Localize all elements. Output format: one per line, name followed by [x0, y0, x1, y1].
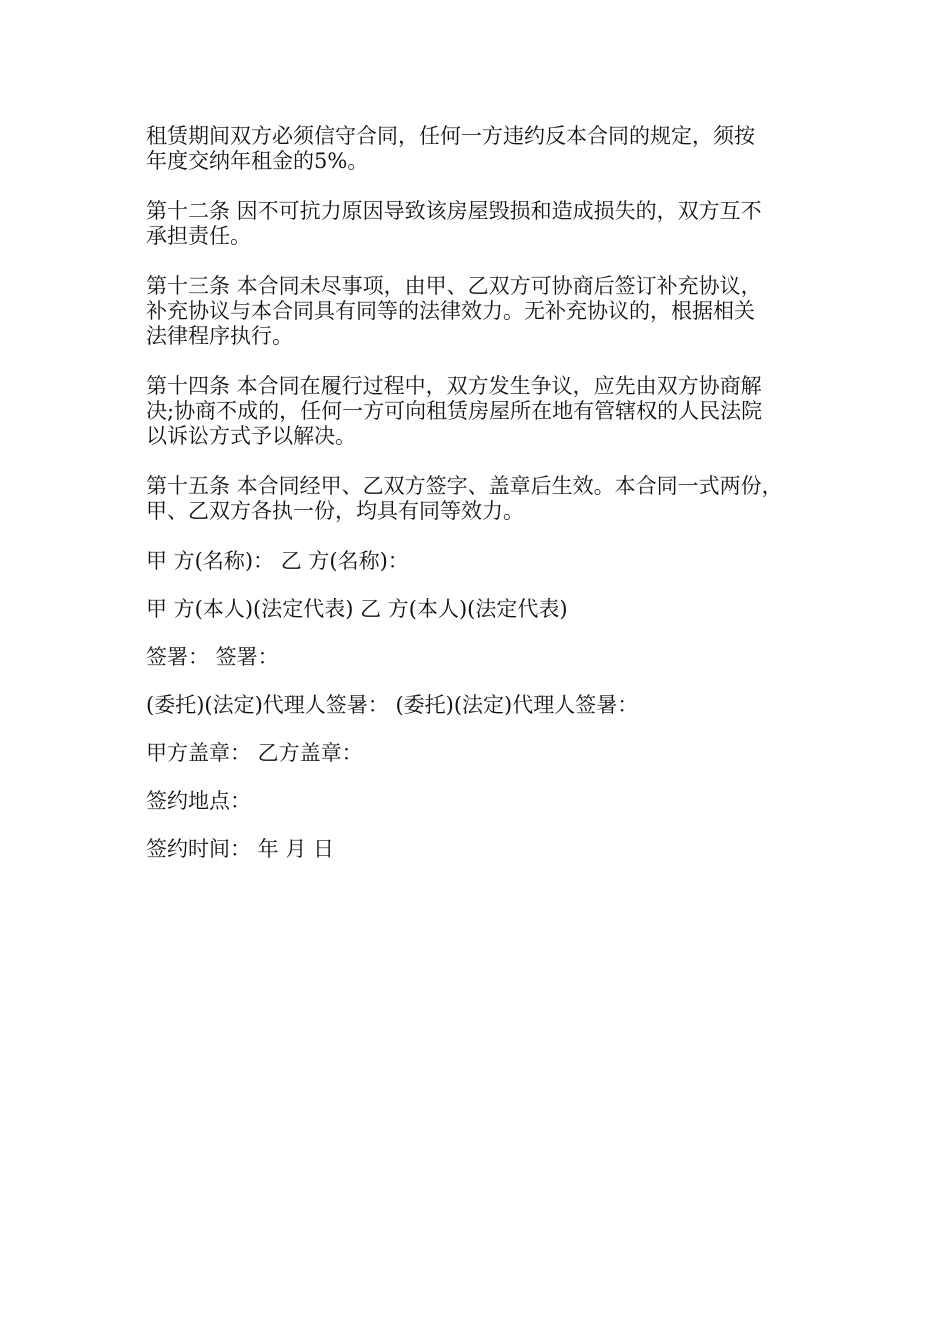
- paragraph-article-15: [146, 474, 826, 524]
- agent-signature-line: (委托)(法定)代理人签暑： (委托)(法定)代理人签暑：: [146, 693, 639, 717]
- paragraph-article-13: [146, 274, 826, 349]
- text-line: 甲、乙双方各执一份，均具有同等效力。: [146, 499, 524, 523]
- text-line: 第十二条 因不可抗力原因导致该房屋毁损和造成损失的，双方互不: [146, 199, 762, 223]
- text-line: 承担责任。: [146, 224, 251, 248]
- text-line: 以诉讼方式予以解决。: [146, 424, 356, 448]
- signing-date-line: 签约时间： 年 月 日: [146, 837, 335, 861]
- text-line: 法律程序执行。: [146, 324, 293, 348]
- text-line: 年度交纳年租金的5%。: [146, 149, 369, 173]
- paragraph-breach-penalty: [146, 124, 826, 174]
- text-line: 补充协议与本合同具有同等的法律效力。无补充协议的，根据相关: [146, 299, 755, 323]
- seal-line: 甲方盖章： 乙方盖章：: [146, 741, 363, 765]
- document-body: [146, 124, 826, 885]
- text-line: 第十四条 本合同在履行过程中，双方发生争议，应先由双方协商解: [146, 374, 762, 398]
- signing-place-line: 签约地点：: [146, 789, 251, 813]
- text-line: 第十三条 本合同未尽事项，由甲、乙双方可协商后签订补充协议，: [146, 274, 762, 298]
- legal-representative-line: 甲 方(本人)(法定代表) 乙 方(本人)(法定代表): [146, 597, 568, 621]
- party-names-line: 甲 方(名称)： 乙 方(名称)：: [146, 549, 409, 573]
- text-line: 决;协商不成的，任何一方可向租赁房屋所在地有管辖权的人民法院: [146, 399, 763, 423]
- paragraph-article-12: [146, 199, 826, 249]
- signature-line: 签署： 签署：: [146, 645, 279, 669]
- text-line: 第十五条 本合同经甲、乙双方签字、盖章后生效。本合同一式两份，: [146, 474, 783, 498]
- text-line: 租赁期间双方必须信守合同，任何一方违约反本合同的规定，须按: [146, 124, 755, 148]
- paragraph-article-14: [146, 374, 826, 449]
